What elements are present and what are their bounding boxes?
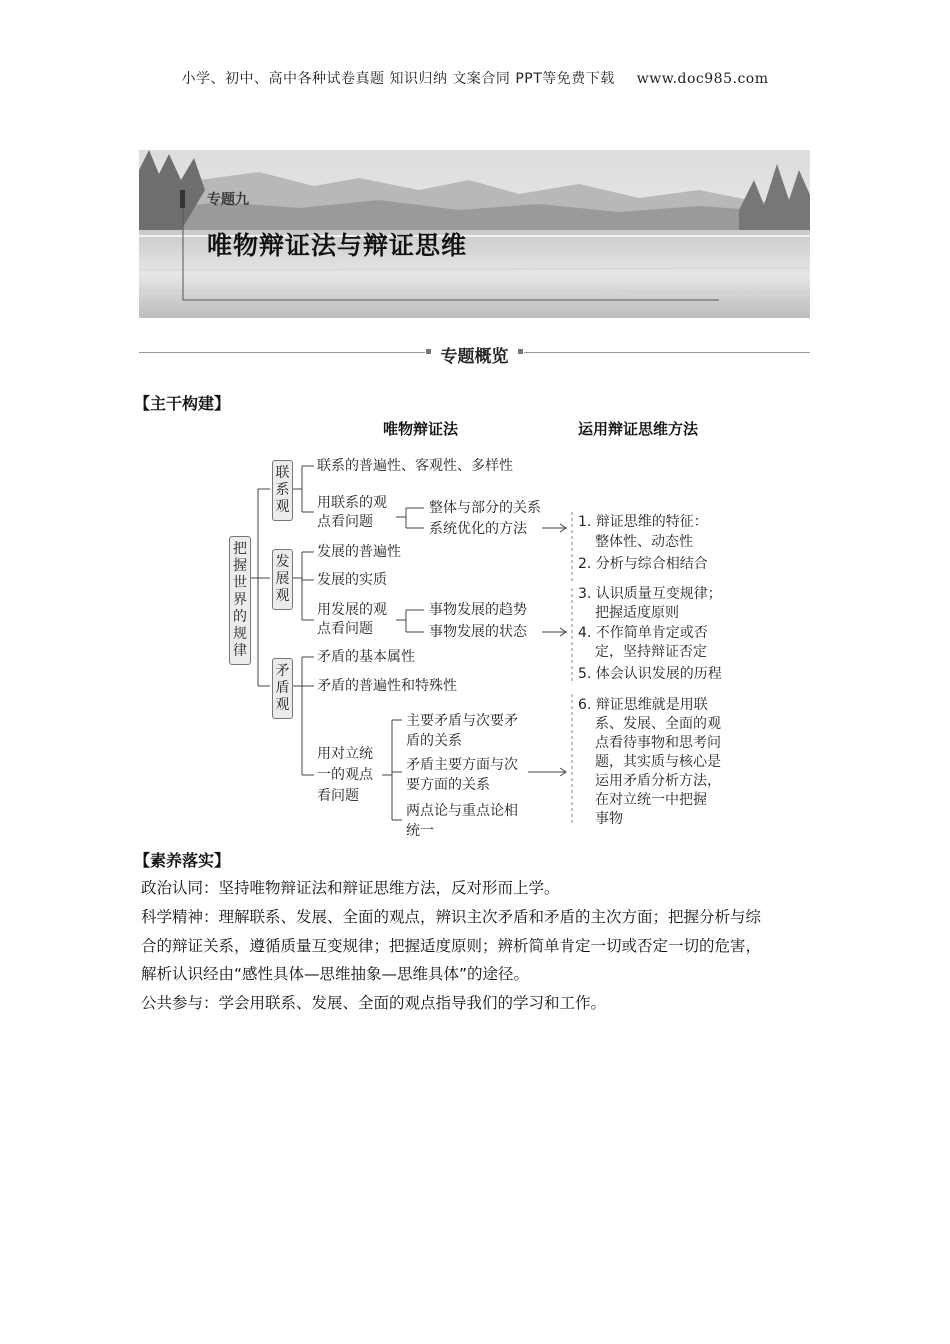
- method-item: 1. 辩证思维的特征：: [578, 514, 708, 530]
- literacy-line: 科学精神：理解联系、发展、全面的观点，辨识主次矛盾和矛盾的主次方面；把握分析与综: [141, 908, 762, 926]
- method-item: 把握适度原则: [595, 605, 679, 621]
- connection-sub-item: 整体与部分的关系: [429, 500, 541, 516]
- development-item: 发展的实质: [317, 572, 387, 588]
- development-item: 用发展的观点看问题: [317, 602, 387, 637]
- connection-sub-item: 系统优化的方法: [429, 521, 527, 537]
- literacy-line: 解析认识经由“感性具体—思维抽象—思维具体”的途径。: [141, 965, 530, 983]
- method-item: 题，其实质与核心是: [595, 754, 721, 770]
- connection-item: 联系的普遍性、客观性、多样性: [317, 458, 513, 474]
- contradiction-item: 矛盾的基本属性: [317, 649, 415, 665]
- header-site-link[interactable]: www.doc985.com: [636, 71, 769, 87]
- contradiction-item: 用对立统一的观点看问题: [317, 746, 373, 804]
- main-structure-heading: 【主干构建】: [134, 394, 231, 413]
- contradiction-sub-item: 两点论与重点论相统一: [406, 803, 518, 839]
- header-text: 小学、初中、高中各种试卷真题 知识归纳 文案合同 PPT等免费下载: [181, 71, 615, 87]
- contradiction-item: 矛盾的普遍性和特殊性: [317, 678, 457, 694]
- method-item: 整体性、动态性: [595, 534, 693, 550]
- method-item: 点看待事物和思考问: [595, 735, 721, 751]
- column-header-materialist-dialectics: 唯物辩证法: [383, 420, 459, 438]
- method-item: 3. 认识质量互变规律；: [578, 586, 722, 602]
- method-item: 运用矛盾分析方法，: [595, 773, 721, 789]
- method-item: 2. 分析与综合相结合: [578, 556, 708, 572]
- topic-number: 专题九: [207, 192, 249, 208]
- method-item: 5. 体会认识发展的历程: [578, 666, 722, 682]
- overview-title: 专题概览: [440, 347, 509, 367]
- connection-item: 用联系的观点看问题: [317, 495, 387, 530]
- topic-title: 唯物辩证法与辩证思维: [207, 231, 468, 260]
- development-item: 发展的普遍性: [317, 544, 401, 560]
- development-sub-item: 事物发展的状态: [429, 624, 527, 640]
- branch-connection-view: 联系观: [272, 460, 293, 521]
- branch-development-view: 发展观: [272, 549, 293, 610]
- literacy-heading: 【素养落实】: [134, 851, 231, 870]
- literacy-line: 公共参与：学会用联系、发展、全面的观点指导我们的学习和工作。: [141, 994, 607, 1012]
- method-item: 事物: [595, 811, 623, 827]
- method-item: 系、发展、全面的观: [595, 716, 721, 732]
- branch-contradiction-view: 矛盾观: [272, 658, 293, 719]
- method-item: 6. 辩证思维就是用联: [578, 697, 708, 713]
- contradiction-sub-item: 主要矛盾与次要矛盾的关系: [406, 713, 518, 749]
- root-node: 把握世界的规律: [229, 536, 251, 665]
- method-item: 定，坚持辩证否定: [595, 644, 707, 660]
- development-sub-item: 事物发展的趋势: [429, 602, 527, 618]
- column-header-dialectical-thinking: 运用辩证思维方法: [578, 420, 699, 438]
- method-item: 4. 不作简单肯定或否: [578, 625, 708, 641]
- method-item: 在对立统一中把握: [595, 792, 707, 808]
- contradiction-sub-item: 矛盾主要方面与次要方面的关系: [406, 757, 518, 793]
- literacy-line: 合的辩证关系，遵循质量互变规律；把握适度原则；辨析简单肯定一切或否定一切的危害，: [141, 937, 762, 955]
- literacy-line: 政治认同：坚持唯物辩证法和辩证思维方法，反对形而上学。: [141, 879, 560, 897]
